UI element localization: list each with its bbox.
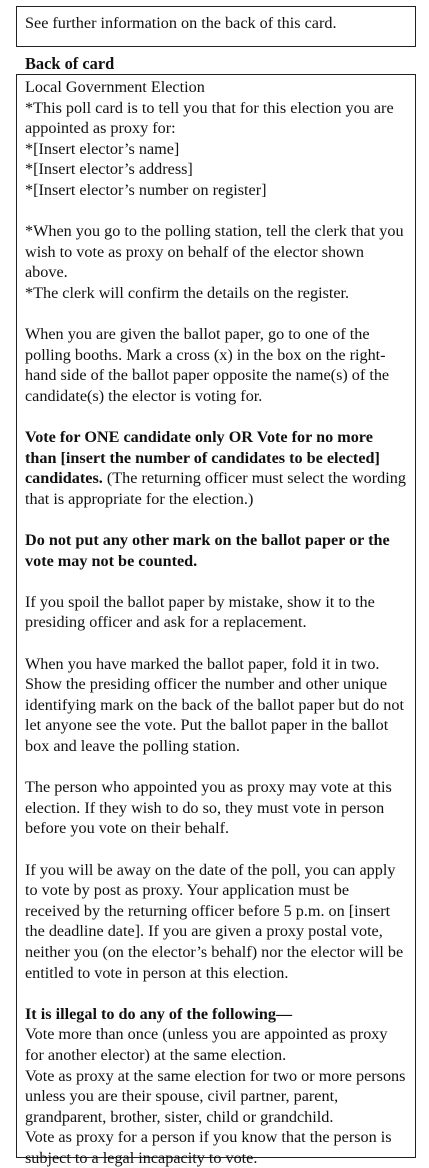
polling-station-text: *When you go to the polling station, tell the clerk that you wish to vote as proxy on behalf of the elector shown above. — [25, 222, 404, 282]
intro-text: *This poll card is to tell you that for this election you are appointed as proxy for: — [25, 98, 394, 138]
illegal-item-2: Vote as proxy at the same election for two or more persons unless you are their spouse, civil partner, parent, grandparent, brother, sister, child or grandchild. — [25, 1066, 406, 1126]
elector-number-item: *[Insert elector’s number on register] — [25, 180, 267, 199]
no-other-mark-text: Do not put any other mark on the ballot paper or the vote may not be counted. — [25, 531, 390, 570]
elector-address-item: *[Insert elector’s address] — [25, 160, 193, 179]
back-of-card-heading: Back of card — [25, 54, 115, 73]
ballot-instructions: When you are given the ballot paper, go to one of the polling booths. Mark a cross (x) in the box on the right-hand side of the ballot paper opposite the name(s) of the candidate(s) the elector is voting for. — [25, 325, 390, 405]
elector-name-item: *[Insert elector’s name] — [25, 139, 180, 158]
vote-rule — [25, 427, 407, 509]
vote-rule-note: (The returning officer must select the wording that is appropriate for the election.) — [25, 469, 406, 508]
no-other-mark-warning — [25, 530, 407, 571]
election-title: Local Government Election — [25, 78, 205, 96]
back-of-card-box — [16, 74, 416, 1167]
illegal-heading — [25, 1004, 407, 1025]
marked-ballot-text: When you have marked the ballot paper, fold it in two. Show the presiding officer the number and other unique identifying mark on the back of the ballot paper but do not let anyone see the vote. Put the ballot paper in the ballot box and leave the polling station. — [25, 654, 404, 755]
away-text: If you will be away on the date of the poll, you can apply to vote by post as proxy. Your application must be received by the returning officer before 5 p.m. on [insert the deadline date]. If you are given a proxy postal vote, neither you (on the elector’s behalf) nor the elector will be entitled to vote in person at this election. — [25, 860, 404, 982]
clerk-confirm-text: *The clerk will confirm the details on the register. — [25, 283, 350, 302]
vote-rule-bold: Vote for ONE candidate only OR Vote for no more than [insert the number of candidates to be elected] candidates. — [25, 428, 380, 488]
polling-station-section — [25, 221, 407, 303]
intro-section — [25, 77, 407, 201]
spoil-text: If you spoil the ballot paper by mistake, show it to the presiding officer and ask for a replacement. — [25, 592, 375, 632]
illegal-item-1: Vote more than once (unless you are appointed as proxy for another elector) at the same election. — [25, 1025, 388, 1064]
appointer-text: The person who appointed you as proxy may vote at this election. If they wish to do so, they must vote in person before you vote on their behalf. — [25, 778, 392, 838]
illegal-section — [25, 1004, 407, 1168]
illegal-heading-text: It is illegal to do any of the following— — [25, 1004, 293, 1023]
illegal-item-3: Vote as proxy for a person if you know that the person is subject to a legal incapacity to vote. — [25, 1128, 392, 1167]
front-note-text: See further information on the back of this card. — [25, 14, 337, 32]
front-note-box — [16, 6, 416, 47]
